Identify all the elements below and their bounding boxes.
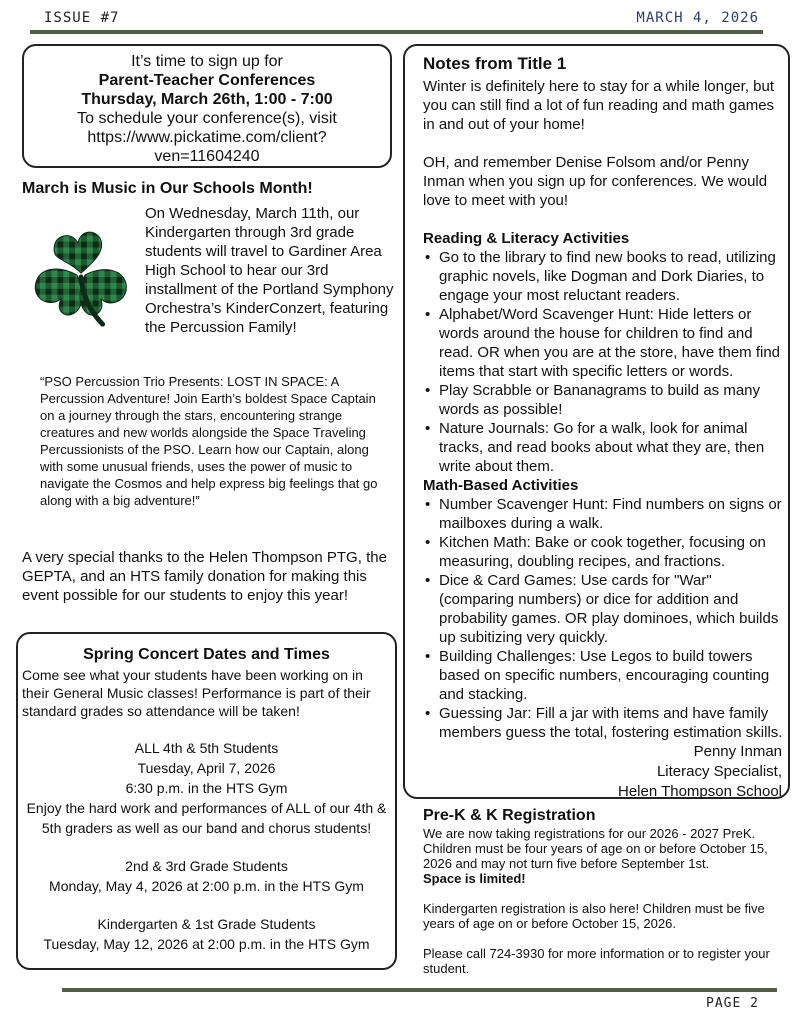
conference-date: Thursday, March 26th, 1:00 - 7:00 (81, 91, 333, 108)
contact-paragraph: Please call 724-3930 for more information or to register your student. (423, 946, 770, 976)
top-rule (30, 30, 763, 34)
page-number: PAGE 2 (706, 996, 759, 1011)
thanks-paragraph: A very special thanks to the Helen Thompson PTG, the GEPTA, and an HTS family donation for making this event possible for our students to enjoy this year! (22, 549, 387, 604)
reading-heading: Reading & Literacy Activities (423, 230, 630, 247)
conference-link[interactable]: https://www.pickatime.com/client? (87, 129, 327, 146)
group2-when: Monday, May 4, 2026 at 2:00 p.m. in the HTS Gym (49, 878, 364, 894)
list-item: • Number Scavenger Hunt: Find numbers on signs or mailboxes during a walk. (437, 495, 784, 533)
signature-role: Literacy Specialist, (656, 763, 782, 780)
list-item: • Nature Journals: Go for a walk, look for animal tracks, and read books about what they are, then write about them. (437, 419, 784, 476)
kinder-paragraph: Kindergarten registration is also here! Children must be five years of age on or before October 15, 2026. (423, 901, 765, 931)
prek-title: Pre-K & K Registration (423, 807, 596, 824)
conference-heading: Parent-Teacher Conferences (98, 72, 316, 89)
list-item: • Building Challenges: Use Legos to build towers based on specific numbers, encouraging counting and stacking. (437, 647, 784, 704)
list-item: • Alphabet/Word Scavenger Hunt: Hide letters or words around the house for children to find and read. OR when you are at the store, have them find items that start with specific letters or words. (437, 305, 784, 381)
list-item: • Guessing Jar: Fill a jar with items and have family members guess the total, fostering estimation skills. (437, 704, 784, 742)
issue-date: MARCH 4, 2026 (636, 10, 759, 26)
pso-quote: “PSO Percussion Trio Presents: LOST IN SPACE: A Percussion Adventure! Join Earth’s boldest Space Captain on a journey through the stars, encountering strange creatures and new worlds alongside the Space Traveling Percussionists of the PSO. Learn how our Captain, along with some unusual friends, uses the power of music to navigate the Cosmos and help express big feelings that go along with a big adventure!” (40, 374, 378, 508)
conference-instructions: To schedule your conference(s), visit (77, 110, 337, 127)
list-item: • Kitchen Math: Bake or cook together, focusing on measuring, doubling recipes, and fractions. (437, 533, 784, 571)
bottom-rule (62, 988, 777, 992)
conference-link-cont[interactable]: ven=11604240 (154, 148, 260, 165)
group1-note: Enjoy the hard work and performances of ALL of our 4th & 5th graders as well as our band and chorus students! (26, 800, 387, 836)
music-paragraph: On Wednesday, March 11th, our Kindergarten through 3rd grade students will travel to Gardiner Area High School to hear our 3rd installment of the Portland Symphony Orchestra’s KinderConzert, featuring the Percussion Family! (145, 205, 394, 336)
signature-name: Penny Inman (693, 743, 782, 760)
group3-when: Tuesday, May 12, 2026 at 2:00 p.m. in the HTS Gym (43, 936, 370, 952)
shamrock-icon (22, 218, 140, 336)
title1-title: Notes from Title 1 (423, 54, 567, 73)
group2-name: 2nd & 3rd Grade Students (125, 858, 288, 874)
math-list (423, 495, 784, 742)
conference-box (22, 44, 392, 168)
conference-intro: It’s time to sign up for (131, 53, 283, 70)
list-item: • Go to the library to find new books to read, utilizing graphic novels, like Dogman and Dork Diaries, to engage your most reluctant readers. (437, 248, 784, 305)
issue-number: ISSUE #7 (44, 10, 120, 26)
spring-intro: Come see what your students have been working on in their General Music classes! Performance is part of their standard grades so attendance will be taken! (22, 667, 371, 719)
math-heading: Math-Based Activities (423, 477, 579, 494)
list-item: • Play Scrabble or Bananagrams to build as many words as possible! (437, 381, 784, 419)
group3-name: Kindergarten & 1st Grade Students (97, 916, 316, 932)
prek-limited: Space is limited! (423, 871, 526, 886)
spring-concert-box (16, 632, 397, 970)
reading-list (423, 248, 784, 476)
list-item: • Dice & Card Games: Use cards for "War" (comparing numbers) or dice for addition and probability games. OR play dominoes, which builds up subitizing very quickly. (437, 571, 784, 647)
signature-school: Helen Thompson School (618, 783, 782, 800)
title1-box (403, 44, 790, 799)
group1-name: ALL 4th & 5th Students (134, 740, 279, 756)
group1-date: Tuesday, April 7, 2026 (137, 760, 276, 776)
title1-intro: Winter is definitely here to stay for a while longer, but you can still find a lot of fun reading and math games in and out of your home! (423, 78, 775, 133)
prek-paragraph: We are now taking registrations for our 2026 - 2027 PreK. Children must be four years of age on or before October 15, 2026 and may not turn five before September 1st. (423, 826, 768, 871)
spring-title: Spring Concert Dates and Times (83, 646, 330, 663)
title1-reminder: OH, and remember Denise Folsom and/or Penny Inman when you sign up for conferences. We would love to meet with you! (423, 154, 768, 209)
music-title: March is Music in Our Schools Month! (22, 180, 313, 197)
prek-section (423, 808, 788, 976)
group1-time: 6:30 p.m. in the HTS Gym (125, 780, 288, 796)
